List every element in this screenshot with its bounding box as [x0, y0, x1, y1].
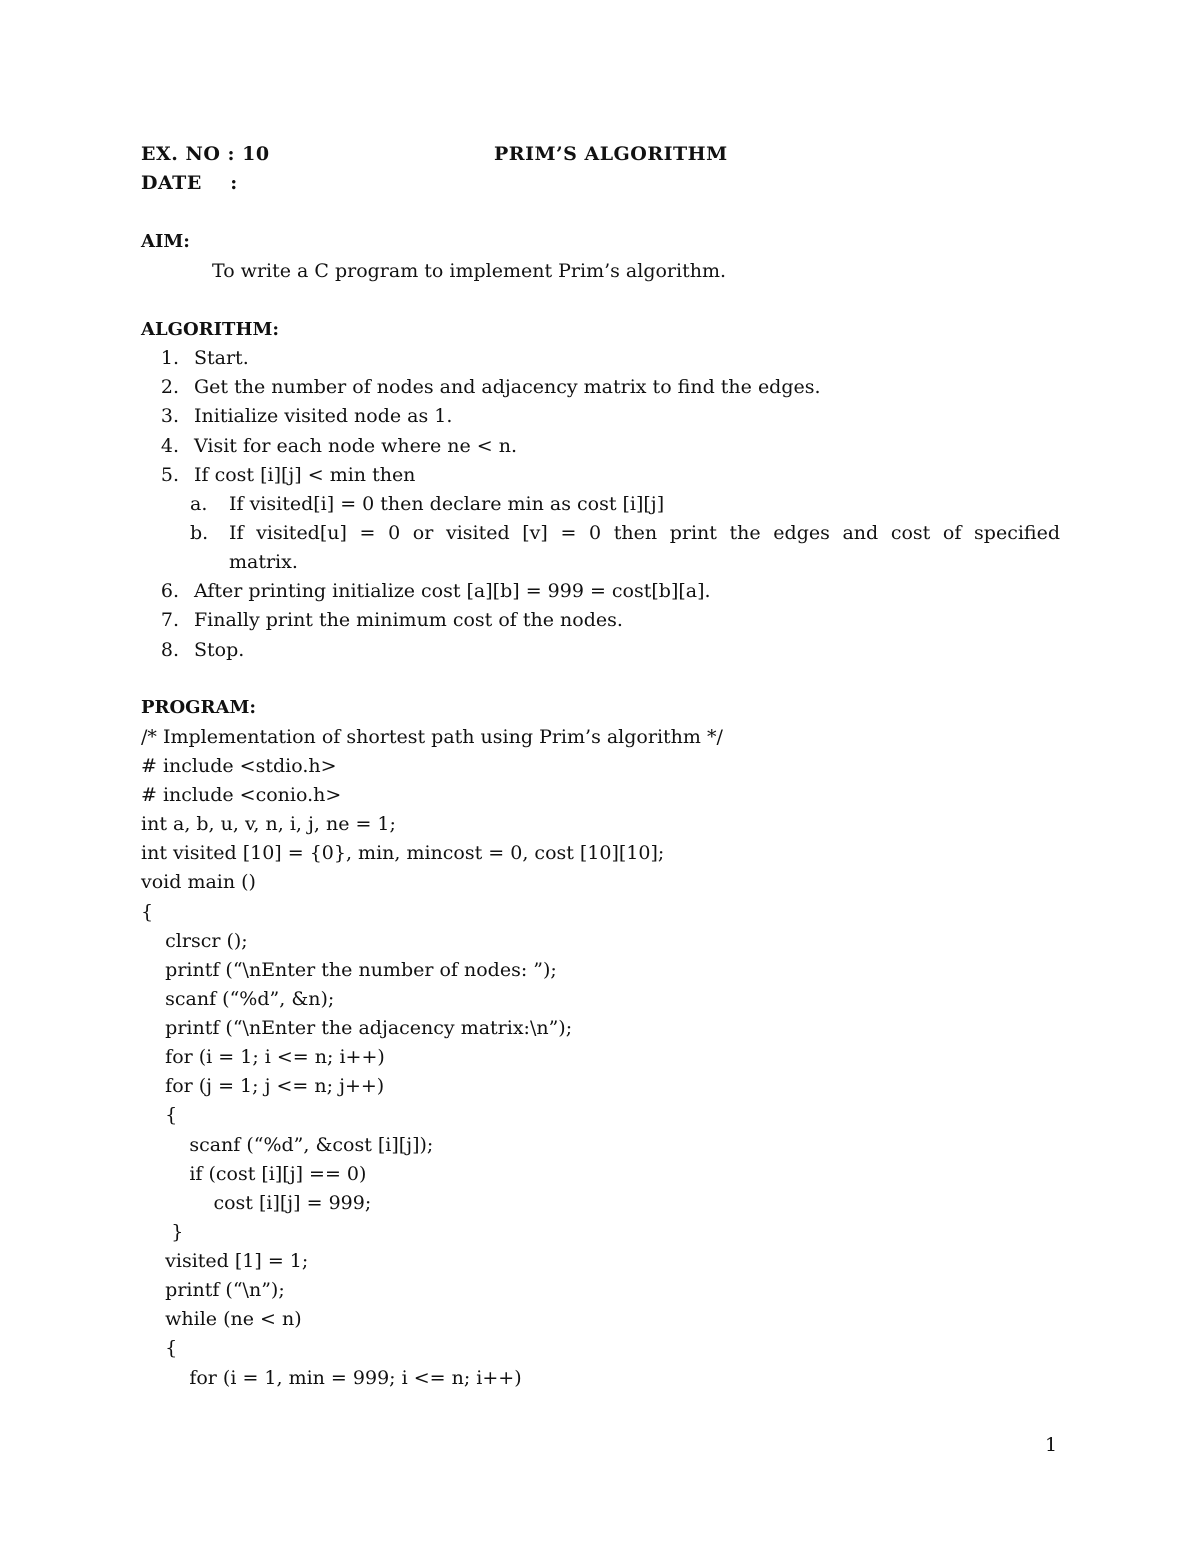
algorithm-substep	[190, 522, 1060, 580]
step-number: 8.	[160, 639, 179, 661]
algorithm-step	[141, 435, 1061, 464]
substep-text-continuation: matrix.	[229, 551, 298, 573]
code-line: scanf (“%d”, &cost [i][j]);	[141, 1134, 434, 1156]
step-text: Get the number of nodes and adjacency matrix to find the edges.	[194, 376, 821, 398]
substep-text: If visited[u] = 0 or visited [v] = 0 then print the edges and cost of specified	[229, 522, 1060, 544]
code-line: /* Implementation of shortest path using Prim’s algorithm */	[141, 726, 723, 748]
date-label: DATE :	[141, 172, 238, 194]
code-line: {	[141, 901, 154, 923]
algorithm-step	[141, 639, 1061, 668]
algorithm-step	[141, 376, 1061, 405]
step-number: 2.	[160, 376, 179, 398]
code-line: for (i = 1, min = 999; i <= n; i++)	[141, 1367, 522, 1389]
aim-heading: AIM:	[141, 231, 190, 252]
substep-letter: b.	[190, 522, 209, 544]
step-number: 6.	[160, 580, 179, 602]
code-line: for (i = 1; i <= n; i++)	[141, 1046, 385, 1068]
code-line: clrscr ();	[141, 930, 248, 952]
code-line: printf (“\nEnter the number of nodes: ”);	[141, 959, 557, 981]
step-number: 1.	[160, 347, 179, 369]
code-line: {	[141, 1104, 178, 1126]
page-number: 1	[1045, 1434, 1058, 1456]
exercise-number: EX. NO : 10	[141, 143, 270, 165]
step-number: 4.	[160, 435, 179, 457]
page-title: PRIM’S ALGORITHM	[494, 143, 728, 165]
code-line: int visited [10] = {0}, min, mincost = 0, cost [10][10];	[141, 842, 665, 864]
step-text: Visit for each node where ne < n.	[194, 435, 518, 457]
code-line: for (j = 1; j <= n; j++)	[141, 1075, 385, 1097]
step-text: If cost [i][j] < min then	[194, 464, 416, 486]
algorithm-step	[141, 609, 1061, 638]
step-number: 5.	[160, 464, 179, 486]
code-line: visited [1] = 1;	[141, 1250, 309, 1272]
step-number: 3.	[160, 405, 179, 427]
algorithm-step	[141, 464, 1061, 493]
algorithm-step	[141, 405, 1061, 434]
step-text: Initialize visited node as 1.	[194, 405, 453, 427]
code-line: if (cost [i][j] == 0)	[141, 1163, 367, 1185]
aim-text: To write a C program to implement Prim’s algorithm.	[212, 260, 727, 282]
code-line: printf (“\n”);	[141, 1279, 285, 1301]
code-line: cost [i][j] = 999;	[141, 1192, 372, 1214]
code-line: # include <stdio.h>	[141, 755, 337, 777]
algorithm-substep	[190, 493, 1060, 522]
code-line: void main ()	[141, 871, 256, 893]
step-text: After printing initialize cost [a][b] = 999 = cost[b][a].	[194, 580, 711, 602]
code-line: {	[141, 1337, 178, 1359]
algorithm-heading: ALGORITHM:	[141, 319, 280, 340]
algorithm-step	[141, 580, 1061, 609]
code-line: # include <conio.h>	[141, 784, 342, 806]
code-line: printf (“\nEnter the adjacency matrix:\n”);	[141, 1017, 573, 1039]
program-heading: PROGRAM:	[141, 697, 257, 718]
step-text: Finally print the minimum cost of the nodes.	[194, 609, 623, 631]
step-number: 7.	[160, 609, 179, 631]
code-line: int a, b, u, v, n, i, j, ne = 1;	[141, 813, 396, 835]
step-text: Stop.	[194, 639, 245, 661]
code-line: while (ne < n)	[141, 1308, 302, 1330]
code-line: scanf (“%d”, &n);	[141, 988, 335, 1010]
substep-letter: a.	[190, 493, 208, 515]
step-text: Start.	[194, 347, 249, 369]
code-line: }	[141, 1221, 184, 1243]
algorithm-step	[141, 347, 1061, 376]
substep-text: If visited[i] = 0 then declare min as cost [i][j]	[229, 493, 665, 515]
